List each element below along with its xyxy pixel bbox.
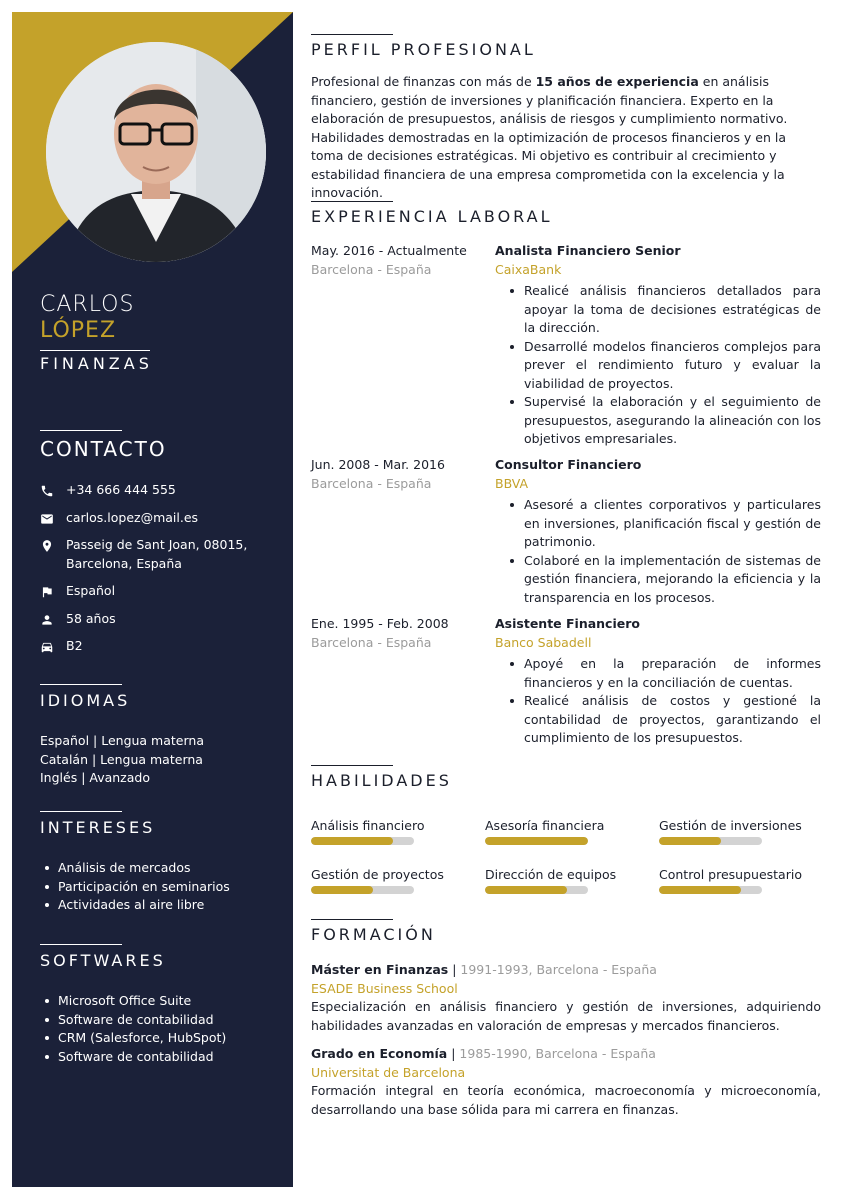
contact-email-text: carlos.lopez@mail.es — [66, 509, 199, 525]
job-company: Banco Sabadell — [495, 634, 592, 650]
skill-label: Asesoría financiera — [485, 818, 605, 833]
job-dates: May. 2016 - Actualmente — [311, 243, 467, 258]
interest-item: Actividades al aire libre — [40, 896, 230, 915]
contact-list — [40, 481, 247, 656]
person-icon — [40, 613, 54, 627]
first-name: CARLOS — [40, 292, 135, 317]
job-bullet: Realicé análisis financieros detallados para apoyar la toma de decisiones estratégicas de la dirección. — [524, 282, 821, 338]
language-item: Español | Lengua materna — [40, 733, 204, 748]
skill-item — [659, 818, 819, 845]
languages-section — [40, 684, 204, 788]
profile-photo — [46, 42, 266, 262]
profile-section — [311, 34, 821, 203]
education-school: Universitat de Barcelona — [311, 1064, 466, 1080]
software-item: CRM (Salesforce, HubSpot) — [40, 1029, 226, 1048]
skill-bar-track — [485, 886, 588, 894]
skill-item — [485, 867, 645, 894]
education-description: Formación integral en teoría económica, macroeconomía y microeconomía, desarrollando una base sólida para mi carrera en finanzas. — [311, 1083, 821, 1117]
software-item: Microsoft Office Suite — [40, 992, 226, 1011]
education-header — [311, 1045, 821, 1064]
contact-heading: CONTACTO — [40, 437, 167, 461]
contact-email — [40, 509, 247, 528]
contact-nationality — [40, 582, 247, 601]
section-divider — [311, 765, 393, 766]
contact-age-text: 58 años — [66, 610, 116, 626]
contact-age — [40, 610, 247, 629]
skills-section — [311, 765, 821, 790]
contact-address — [40, 536, 247, 573]
contact-phone — [40, 481, 247, 500]
job-bullet: Realicé análisis de costos y gestioné la contabilidad de proyectos, garantizando el cumplimiento de los presupuestos. — [524, 692, 821, 748]
job-bullet: Asesoré a clientes corporativos y particulares en inversiones, planificación fiscal y gestión de patrimonio. — [524, 496, 821, 552]
software-list — [40, 992, 226, 1066]
experience-heading: EXPERIENCIA LABORAL — [311, 207, 553, 226]
section-divider — [40, 430, 122, 431]
software-section — [40, 944, 226, 1066]
mail-icon — [40, 512, 54, 526]
skill-bar-fill — [485, 886, 567, 894]
name-divider — [40, 350, 150, 351]
education-years: 1985-1990, Barcelona - España — [459, 1046, 656, 1061]
education-description: Especialización en análisis financiero y gestión de inversiones, adquiriendo habilidades avanzadas en valoración de empresas y mercados financieros. — [311, 999, 821, 1033]
software-heading: SOFTWARES — [40, 951, 166, 970]
section-divider — [40, 944, 122, 945]
section-divider — [40, 811, 122, 812]
skill-bar-fill — [311, 886, 373, 894]
interests-list — [40, 859, 230, 915]
skill-item — [311, 818, 471, 845]
interest-item: Participación en seminarios — [40, 878, 230, 897]
education-school: ESADE Business School — [311, 980, 458, 996]
skill-bar-fill — [659, 837, 721, 845]
skill-bar-fill — [485, 837, 588, 845]
education-years: 1991-1993, Barcelona - España — [460, 962, 657, 977]
education-entry — [311, 961, 821, 1035]
profile-heading: PERFIL PROFESIONAL — [311, 40, 536, 59]
job-responsibilities — [524, 655, 821, 748]
car-icon — [40, 640, 54, 654]
role-title: FINANZAS — [40, 354, 153, 373]
interests-heading: INTERESES — [40, 818, 156, 837]
skill-item — [311, 867, 471, 894]
section-divider — [311, 34, 393, 35]
profile-text-highlight: 15 años de experiencia — [535, 74, 699, 89]
education-degree: Máster en Finanzas — [311, 962, 449, 977]
education-separator: | — [447, 1046, 460, 1061]
job-bullet: Apoyé en la preparación de informes financieros y en la conciliación de cuentas. — [524, 655, 821, 692]
job-responsibilities — [524, 496, 821, 607]
profile-summary — [311, 73, 821, 203]
skill-item — [485, 818, 645, 845]
last-name: LÓPEZ — [40, 318, 117, 343]
skill-label: Dirección de equipos — [485, 867, 617, 882]
skill-bar-track — [659, 886, 762, 894]
skill-bar-track — [311, 837, 414, 845]
job-dates: Jun. 2008 - Mar. 2016 — [311, 457, 445, 472]
software-item: Software de contabilidad — [40, 1011, 226, 1030]
section-divider — [40, 684, 122, 685]
education-entry — [311, 1045, 821, 1119]
job-location: Barcelona - España — [311, 475, 432, 491]
flag-icon — [40, 585, 54, 599]
skill-label: Control presupuestario — [659, 867, 802, 882]
skill-item — [659, 867, 819, 894]
skill-label: Gestión de inversiones — [659, 818, 802, 833]
skill-bar-track — [311, 886, 414, 894]
language-item: Inglés | Avanzado — [40, 770, 150, 785]
phone-icon — [40, 484, 54, 498]
job-company: CaixaBank — [495, 261, 562, 277]
education-header — [311, 961, 821, 980]
education-section — [311, 919, 821, 944]
skill-bar-fill — [659, 886, 741, 894]
name-block — [40, 292, 153, 373]
sidebar — [12, 12, 293, 1187]
skill-bar-track — [659, 837, 762, 845]
education-separator: | — [448, 962, 461, 977]
skills-heading: HABILIDADES — [311, 771, 452, 790]
job-bullet: Colaboré en la implementación de sistemas de gestión financiera, mejorando la eficiencia y la transparencia en los procesos. — [524, 552, 821, 608]
job-bullet: Supervisé la elaboración y el seguimiento de presupuestos, asegurando la alineación con los objetivos empresariales. — [524, 393, 821, 449]
location-pin-icon — [40, 539, 54, 553]
job-position: Asistente Financiero — [495, 616, 640, 631]
interest-item: Análisis de mercados — [40, 859, 230, 878]
language-item: Catalán | Lengua materna — [40, 751, 203, 767]
skill-bar-fill — [311, 837, 393, 845]
job-position: Consultor Financiero — [495, 457, 642, 472]
interests-section — [40, 811, 230, 915]
job-location: Barcelona - España — [311, 634, 432, 650]
job-responsibilities — [524, 282, 821, 449]
skill-label: Análisis financiero — [311, 818, 425, 833]
job-location: Barcelona - España — [311, 261, 432, 277]
contact-license — [40, 637, 247, 656]
skill-bar-track — [485, 837, 588, 845]
contact-phone-text: +34 666 444 555 — [66, 482, 176, 497]
section-divider — [311, 919, 393, 920]
languages-list — [40, 732, 204, 788]
education-degree: Grado en Economía — [311, 1046, 448, 1061]
contact-address-text: Passeig de Sant Joan, 08015, Barcelona, España — [66, 537, 248, 571]
education-heading: FORMACIÓN — [311, 925, 436, 944]
job-company: BBVA — [495, 475, 529, 491]
profile-text-start: Profesional de finanzas con más de — [311, 74, 536, 89]
job-dates: Ene. 1995 - Feb. 2008 — [311, 616, 449, 631]
contact-section — [40, 430, 247, 665]
job-position: Analista Financiero Senior — [495, 243, 681, 258]
job-bullet: Desarrollé modelos financieros complejos para prever el rendimiento futuro y evaluar la viabilidad de proyectos. — [524, 338, 821, 394]
software-item: Software de contabilidad — [40, 1048, 226, 1067]
experience-section — [311, 201, 821, 226]
profile-text-end: en análisis financiero, gestión de inversiones y planificación financiera. Experto en la elaboración de presupuestos, análisis de riesgos y cumplimiento normativo. Habilidades demostradas en la optimización de procesos financieros y en la toma de decisiones estratégicas. Mi objetivo es contribuir al crecimiento y estabilidad financiera de una empresa comprometida con la excelencia y la innovación. — [311, 74, 788, 200]
section-divider — [311, 201, 393, 202]
languages-heading: IDIOMAS — [40, 691, 131, 710]
contact-nationality-text: Español — [66, 583, 116, 598]
skill-label: Gestión de proyectos — [311, 867, 444, 882]
contact-license-text: B2 — [66, 638, 83, 653]
